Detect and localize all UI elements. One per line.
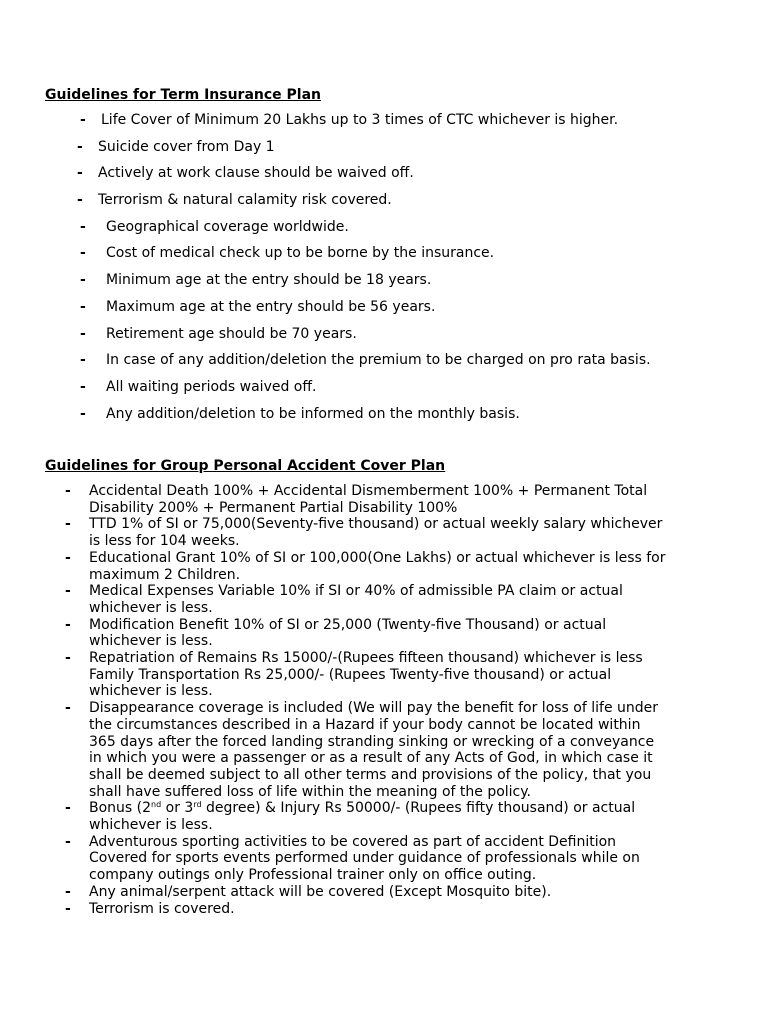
list-item [0, 483, 679, 516]
bullet-dash: - [80, 245, 86, 262]
bullet-dash: - [65, 900, 71, 917]
bullet-dash: - [80, 218, 86, 235]
list-item-text: Disappearance coverage is included (We will pay the benefit for loss of life under the circumstances described in a Hazard if your body cannot be located within 365 days after the forced landing stranding sinking or wrecking of a conveyance in which you were a passenger or as a result of any Acts of God, in which case it shall be deemed subject to all other terms and provisions of the policy, that you shall have suffered loss of life within the meaning of the policy. [89, 700, 659, 800]
list-item-text: In case of any addition/deletion the premium to be charged on pro rata basis. [106, 352, 651, 369]
list-item [0, 884, 679, 901]
list-item-text: Suicide cover from Day 1 [98, 138, 275, 155]
bullet-dash: - [80, 325, 86, 342]
bullet-dash: - [65, 616, 71, 633]
list-item-text: Any addition/deletion to be informed on the monthly basis. [106, 405, 520, 422]
list-item [0, 800, 679, 833]
list-item-text [89, 800, 679, 833]
list-item [0, 516, 679, 549]
list-item [0, 700, 679, 800]
list-item-text: Cost of medical check up to be borne by the insurance. [106, 245, 495, 262]
ordinal-suffix: rd [193, 800, 202, 810]
list-item-text: All waiting periods waived off. [106, 378, 317, 395]
list-item-text: Terrorism & natural calamity risk covered. [98, 192, 392, 209]
list-item-text: Terrorism is covered. [89, 900, 235, 917]
bullet-dash: - [65, 700, 71, 717]
bullet-dash: - [65, 800, 71, 817]
list-item-text: Adventurous sporting activities to be covered as part of accident Definition Covered for sports events performed under guidance of professionals while on company outings only Professional trainer only on office outing. [89, 833, 640, 884]
bullet-dash: - [65, 650, 71, 667]
bullet-dash: - [65, 583, 71, 600]
bullet-dash: - [80, 352, 86, 369]
bullet-dash: - [80, 298, 86, 315]
bullet-dash: - [80, 272, 86, 289]
list-item-text: Minimum age at the entry should be 18 years. [106, 272, 432, 289]
list-item-text: Any animal/serpent attack will be covered (Except Mosquito bite). [89, 883, 552, 900]
bullet-dash: - [80, 378, 86, 395]
bullet-dash: - [65, 483, 71, 499]
list-item [0, 617, 679, 650]
list-item [0, 550, 679, 583]
bullet-dash: - [77, 138, 83, 155]
bullet-dash: - [65, 549, 71, 566]
list-item-text: Accidental Death 100% + Accidental Dismemberment 100% + Permanent Total Disability 200% + Permanent Partial Disability 100% [89, 483, 648, 516]
personal-accident-list [0, 483, 679, 917]
personal-accident-heading: Guidelines for Group Personal Accident Cover Plan [45, 458, 446, 474]
bullet-dash: - [77, 192, 83, 209]
bonus-text-end: degree) & Injury Rs 50000/- (Rupees fifty thousand) or actual whichever is less. [89, 800, 636, 834]
list-item-text: Medical Expenses Variable 10% if SI or 40% of admissible PA claim or actual whichever is less. [89, 583, 623, 616]
term-insurance-heading: Guidelines for Term Insurance Plan [45, 87, 322, 103]
bullet-dash: - [77, 165, 83, 182]
list-item [0, 650, 679, 700]
list-item-text: Geographical coverage worldwide. [106, 218, 349, 235]
list-item [0, 901, 679, 918]
list-item-text: Retirement age should be 70 years. [106, 325, 357, 342]
bonus-text-start: Bonus (2 [89, 800, 152, 817]
bonus-text-middle: or 3 [161, 800, 194, 817]
bullet-dash: - [65, 833, 71, 850]
ordinal-suffix: nd [151, 800, 162, 810]
list-item-text: TTD 1% of SI or 75,000(Seventy-five thousand) or actual weekly salary whichever is less for 104 weeks. [89, 516, 663, 550]
bullet-dash: - [80, 405, 86, 422]
list-item [0, 583, 679, 616]
bullet-dash: - [65, 883, 71, 900]
bullet-dash: - [80, 112, 86, 128]
list-item-text: Actively at work clause should be waived off. [98, 165, 414, 182]
list-item-text: Repatriation of Remains Rs 15000/-(Rupees fifteen thousand) whichever is less Family Transportation Rs 25,000/- (Rupees Twenty-five thousand) or actual whichever is less. [89, 650, 643, 700]
list-item [0, 834, 679, 884]
list-item-text: Maximum age at the entry should be 56 years. [106, 298, 436, 315]
list-item-text: Modification Benefit 10% of SI or 25,000 (Twenty-five Thousand) or actual whichever is less. [89, 616, 607, 650]
list-item-text: Life Cover of Minimum 20 Lakhs up to 3 times of CTC whichever is higher. [101, 112, 619, 128]
bullet-dash: - [65, 516, 71, 533]
list-item-text: Educational Grant 10% of SI or 100,000(One Lakhs) or actual whichever is less for maximum 2 Children. [89, 549, 666, 583]
